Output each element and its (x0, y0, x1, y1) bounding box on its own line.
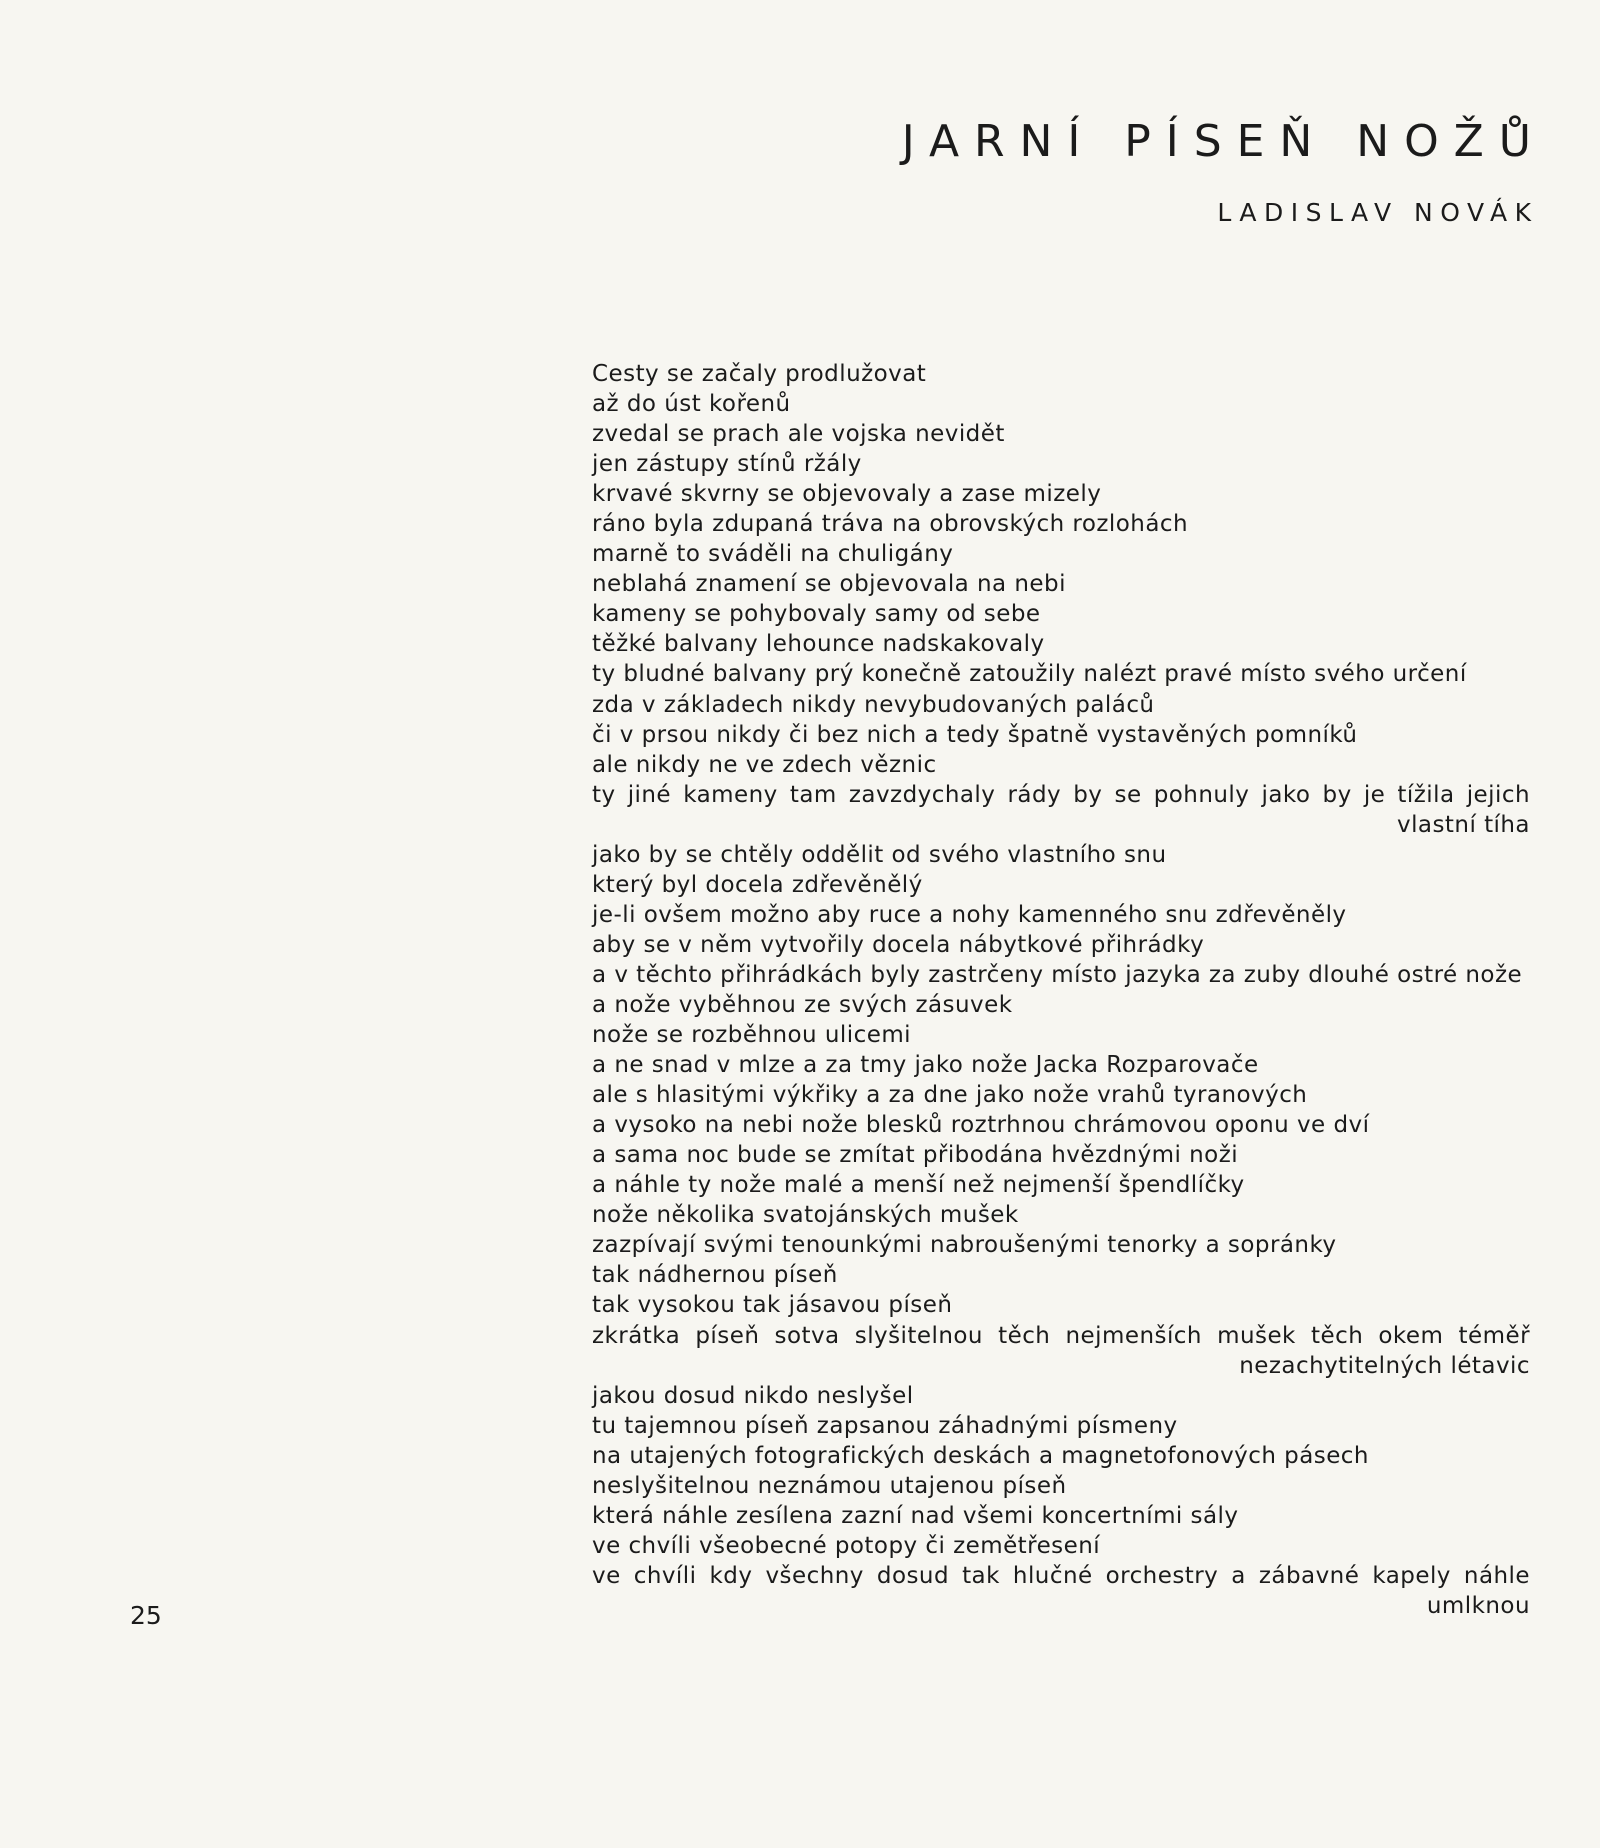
poem-author: LADISLAV NOVÁK (1217, 198, 1539, 227)
poem-line: a v těchto přihrádkách byly zastrčeny místo jazyka za zuby dlouhé ostré nože (592, 961, 1523, 988)
poem-line: ve chvíli kdy všechny dosud tak hlučné orchestry a zábavné kapely náhle (592, 1562, 1530, 1589)
page-number: 25 (130, 1601, 162, 1630)
poem-title: JARNÍ PÍSEŇ NOŽŮ (901, 116, 1546, 167)
poem-line: aby se v něm vytvořily docela nábytkové přihrádky (592, 931, 1205, 958)
poem-line: krvavé skvrny se objevovaly a zase mizely (592, 481, 1102, 508)
poem-line: Cesty se začaly prodlužovat (592, 361, 927, 387)
poem-line: ve chvíli všeobecné potopy či zemětřesení (592, 1532, 1101, 1559)
poem-body (592, 359, 1530, 1621)
poem-line: je-li ovšem možno aby ruce a nohy kamenného snu zdřevěněly (592, 901, 1347, 928)
poem-line: či v prsou nikdy či bez nich a tedy špatně vystavěných pomníků (592, 721, 1358, 748)
poem-line: těžké balvany lehounce nadskakovaly (592, 631, 1045, 658)
poem-line: ty bludné balvany prý konečně zatoužily nalézt pravé místo svého určení (592, 661, 1467, 688)
poem-line: kameny se pohybovaly samy od sebe (592, 601, 1041, 628)
poem-line: zda v základech nikdy nevybudovaných paláců (592, 691, 1155, 718)
poem-line: ale nikdy ne ve zdech věznic (592, 751, 937, 778)
poem-line-continuation: nezachytitelných létavic (1239, 1352, 1530, 1379)
poem-line-continuation: vlastní tíha (1397, 811, 1530, 838)
poem-line: neblahá znamení se objevovala na nebi (592, 571, 1066, 598)
poem-line: nože se rozběhnou ulicemi (592, 1022, 912, 1049)
poem-line: a vysoko na nebi nože blesků roztrhnou chrámovou oponu ve dví (592, 1112, 1370, 1139)
poem-line: a náhle ty nože malé a menší než nejmenší špendlíčky (592, 1172, 1245, 1199)
poem-line: tak nádhernou píseň (592, 1262, 838, 1289)
poem-line: jako by se chtěly oddělit od svého vlastního snu (592, 841, 1167, 868)
poem-line: zkrátka píseň sotva slyšitelnou těch nejmenších mušek těch okem téměř (592, 1322, 1530, 1349)
poem-line: tu tajemnou píseň zapsanou záhadnými písmeny (592, 1412, 1178, 1439)
poem-line: tak vysokou tak jásavou píseň (592, 1292, 953, 1319)
poem-line: který byl docela zdřevěnělý (592, 871, 923, 898)
poem-line: zvedal se prach ale vojska nevidět (592, 421, 1005, 448)
poem-line: jen zástupy stínů ržály (592, 451, 862, 478)
poem-line: a sama noc bude se zmítat přibodána hvězdnými noži (592, 1142, 1239, 1169)
poem-line: a nože vyběhnou ze svých zásuvek (592, 991, 1013, 1018)
poem-line: neslyšitelnou neznámou utajenou píseň (592, 1472, 1067, 1499)
poem-line: která náhle zesílena zazní nad všemi koncertními sály (592, 1502, 1239, 1529)
poem-line: a ne snad v mlze a za tmy jako nože Jacka Rozparovače (592, 1052, 1259, 1079)
poem-line-continuation: umlknou (1426, 1592, 1530, 1619)
poem-line: ty jiné kameny tam zavzdychaly rády by se pohnuly jako by je tížila jejich (592, 781, 1530, 808)
poem-line: na utajených fotografických deskách a magnetofonových pásech (592, 1442, 1369, 1469)
poem-line: ráno byla zdupaná tráva na obrovských rozlohách (592, 511, 1189, 538)
poem-line: až do úst kořenů (592, 391, 791, 418)
poem-line: ale s hlasitými výkřiky a za dne jako nože vrahů tyranových (592, 1082, 1308, 1109)
poem-line: jakou dosud nikdo neslyšel (592, 1382, 914, 1409)
poem-line: zazpívají svými tenounkými nabroušenými tenorky a sopránky (592, 1232, 1337, 1259)
poem-line: marně to sváděli na chuligány (592, 541, 954, 568)
poem-line: nože několika svatojánských mušek (592, 1202, 1019, 1229)
